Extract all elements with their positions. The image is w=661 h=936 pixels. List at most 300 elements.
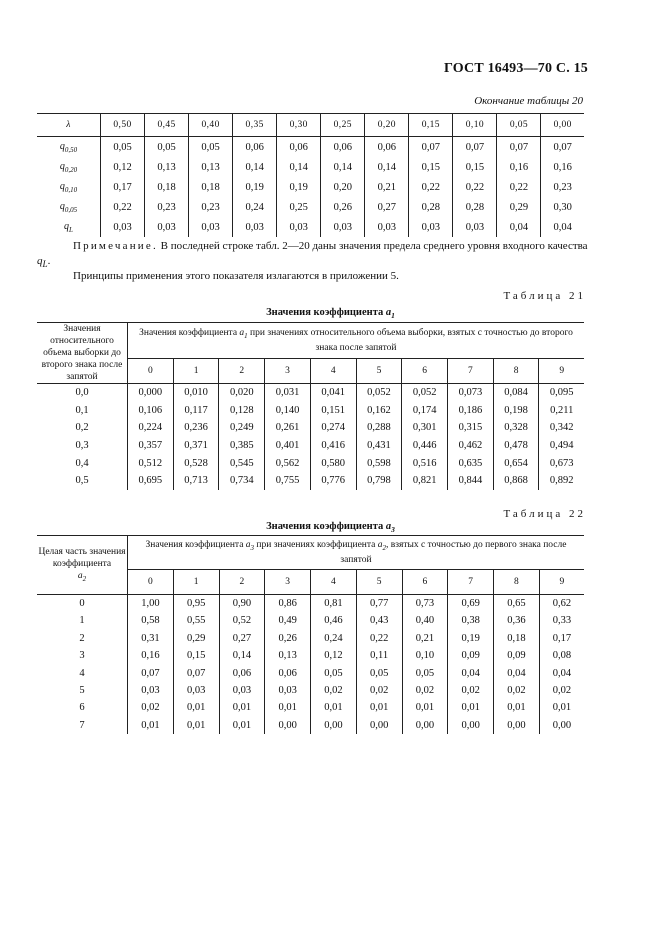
table-cell: 0,12 — [311, 647, 357, 664]
table-cell: 0,07 — [453, 137, 497, 158]
table-cell: 0,03 — [145, 217, 189, 237]
table-cell: 0,55 — [173, 612, 219, 629]
column-number: 9 — [539, 569, 584, 594]
table-cell: 0,02 — [311, 682, 357, 699]
table-cell: 0,22 — [409, 177, 453, 197]
table-note — [37, 239, 597, 272]
row-label: 3 — [37, 647, 128, 664]
principles-text: Принципы применения этого показателя излагаются в приложении 5. — [73, 270, 399, 282]
table-cell: 0,052 — [356, 384, 402, 402]
table-cell: 0,04 — [448, 664, 494, 681]
table-cell: 0,03 — [233, 217, 277, 237]
table-cell: 0,23 — [189, 197, 233, 217]
table-cell: 0,03 — [265, 682, 311, 699]
note-text: В последней строке табл. 2—20 даны значения предела среднего уровня входного качества — [157, 240, 588, 252]
table-cell: 0,274 — [310, 419, 356, 437]
lambda-value: 0,05 — [497, 114, 541, 137]
table-cell: 0,62 — [552, 598, 572, 610]
table-cell: 0,01 — [311, 699, 357, 716]
table-cell: 0,06 — [219, 664, 265, 681]
column-number: 5 — [356, 359, 402, 384]
table-cell: 0,224 — [128, 419, 174, 437]
row-label: 0,0 — [37, 384, 128, 402]
table-cell: 0,10 — [402, 647, 448, 664]
table-cell: 0,46 — [311, 612, 357, 629]
q-subscript: 0,05 — [64, 205, 78, 214]
table-cell: 0,19 — [233, 177, 277, 197]
row-label-q — [37, 157, 101, 177]
table-cell: 0,28 — [409, 197, 453, 217]
table-cell: 0,211 — [550, 404, 574, 416]
table-cell: 0,16 — [553, 161, 572, 173]
table-cell: 0,198 — [493, 402, 539, 420]
table-cell: 0,14 — [277, 157, 321, 177]
table-cell: 0,315 — [448, 419, 494, 437]
table-row — [37, 157, 584, 177]
table-cell: 0,18 — [494, 630, 540, 647]
table-row — [37, 402, 584, 420]
table-cell: 0,00 — [552, 719, 572, 731]
row-label-q — [37, 177, 101, 197]
column-number: 8 — [494, 569, 540, 594]
table-row — [37, 177, 584, 197]
table22-row-header — [37, 536, 128, 595]
table-cell: 0,23 — [145, 197, 189, 217]
table-cell: 0,01 — [173, 717, 219, 734]
lambda-value: 0,20 — [365, 114, 409, 137]
table-cell: 0,416 — [310, 437, 356, 455]
table-cell: 0,06 — [233, 137, 277, 158]
table22-title — [0, 521, 661, 534]
table-row — [37, 217, 584, 237]
table-cell: 0,07 — [497, 137, 541, 158]
table-cell: 0,516 — [402, 454, 448, 472]
table-cell: 0,02 — [448, 682, 494, 699]
table-cell: 0,52 — [219, 612, 265, 629]
q-subscript: 0,10 — [64, 185, 78, 194]
table22-span-sub1: 3 — [250, 543, 255, 552]
lambda-value: 0,15 — [409, 114, 453, 137]
table-cell: 0,446 — [402, 437, 448, 455]
table-cell: 0,03 — [219, 682, 265, 699]
table22-span-sub2: 2 — [382, 543, 386, 552]
table-cell: 0,43 — [356, 612, 402, 629]
table-cell: 0,04 — [494, 664, 540, 681]
table-cell: 0,261 — [265, 419, 311, 437]
table-cell: 0,19 — [277, 177, 321, 197]
table22-span-text-mid: при значениях коэффициента — [254, 540, 378, 550]
table-cell: 0,03 — [453, 217, 497, 237]
table-cell: 0,249 — [219, 419, 265, 437]
table-cell: 0,03 — [321, 217, 365, 237]
column-number: 9 — [539, 359, 584, 384]
table-cell: 0,22 — [356, 630, 402, 647]
table21-row-header: Значения относительного объема выборки до второго знака после запятой — [37, 323, 128, 384]
q-subscript: 0,50 — [64, 145, 78, 154]
table22-title-var: a — [385, 521, 392, 532]
table22-span-header — [128, 536, 585, 570]
table-cell: 0,01 — [494, 699, 540, 716]
table-cell: 0,357 — [128, 437, 174, 455]
table-cell: 0,00 — [494, 717, 540, 734]
table-cell: 0,07 — [553, 141, 572, 153]
table-cell: 0,28 — [453, 197, 497, 217]
row-label: 7 — [37, 717, 128, 734]
table-cell: 0,06 — [277, 137, 321, 158]
column-number: 1 — [173, 359, 219, 384]
table-cell: 0,478 — [493, 437, 539, 455]
column-number: 8 — [493, 359, 539, 384]
table-cell: 0,12 — [101, 157, 145, 177]
table-row — [37, 472, 584, 490]
table21-title-text: Значения коэффициента — [266, 307, 386, 318]
table-cell: 0,15 — [409, 157, 453, 177]
table-cell: 0,301 — [402, 419, 448, 437]
table-cell: 0,02 — [494, 682, 540, 699]
column-number: 2 — [219, 359, 265, 384]
table-cell: 0,776 — [310, 472, 356, 490]
table-cell: 0,26 — [265, 630, 311, 647]
q-symbol: q — [59, 140, 65, 152]
table-cell: 0,23 — [553, 181, 572, 193]
table21-title — [0, 307, 661, 320]
table-cell: 0,755 — [265, 472, 311, 490]
table-row — [37, 594, 584, 612]
table-cell: 0,01 — [356, 699, 402, 716]
q-subscript: L — [69, 225, 73, 234]
table-cell: 0,14 — [365, 157, 409, 177]
table-cell: 0,90 — [219, 594, 265, 612]
row-label: 0,5 — [37, 472, 128, 490]
table21-span-text: Значения коэффициента — [139, 328, 240, 339]
table-cell: 0,03 — [189, 217, 233, 237]
table-cell: 0,95 — [173, 594, 219, 612]
table-cell: 0,16 — [497, 157, 541, 177]
table-cell: 0,892 — [549, 475, 574, 487]
table-cell: 0,15 — [453, 157, 497, 177]
table-cell: 0,371 — [173, 437, 219, 455]
table-cell: 0,00 — [402, 717, 448, 734]
table-row — [37, 664, 584, 681]
table-cell: 0,673 — [549, 457, 574, 469]
table-cell: 0,05 — [145, 137, 189, 158]
q-symbol: q — [64, 220, 70, 232]
column-number: 4 — [311, 569, 357, 594]
table-cell: 0,06 — [321, 137, 365, 158]
table-cell: 0,17 — [101, 177, 145, 197]
table-cell: 0,528 — [173, 454, 219, 472]
table20-lambda-row — [37, 114, 584, 137]
table-cell: 0,342 — [549, 422, 574, 434]
column-number: 1 — [173, 569, 219, 594]
table-cell: 0,27 — [219, 630, 265, 647]
table-cell: 0,14 — [321, 157, 365, 177]
column-number: 0 — [128, 359, 174, 384]
table-cell: 0,01 — [448, 699, 494, 716]
table-cell: 0,13 — [145, 157, 189, 177]
table-cell: 0,21 — [365, 177, 409, 197]
table-row — [37, 682, 584, 699]
table22-title-text: Значения коэффициента — [266, 521, 386, 532]
table-cell: 0,00 — [311, 717, 357, 734]
table-21 — [37, 322, 584, 490]
column-number: 5 — [356, 569, 402, 594]
column-number: 3 — [265, 359, 311, 384]
table-cell: 0,08 — [552, 650, 572, 662]
note-text-end: . — [47, 255, 51, 267]
table-cell: 0,17 — [552, 632, 572, 644]
table-cell: 0,03 — [409, 217, 453, 237]
table-cell: 0,69 — [448, 594, 494, 612]
table-cell: 0,16 — [128, 647, 174, 664]
lambda-label: λ — [37, 114, 101, 137]
table21-span-header — [128, 323, 585, 359]
table-row — [37, 454, 584, 472]
table-cell: 0,01 — [552, 702, 572, 714]
row-label: 6 — [37, 699, 128, 716]
table-cell: 0,03 — [277, 217, 321, 237]
table-cell: 0,03 — [101, 217, 145, 237]
lambda-value: 0,40 — [189, 114, 233, 137]
table-cell: 0,598 — [356, 454, 402, 472]
table-cell: 0,29 — [497, 197, 541, 217]
table-cell: 0,545 — [219, 454, 265, 472]
table-cell: 0,26 — [321, 197, 365, 217]
table-cell: 0,86 — [265, 594, 311, 612]
table-cell: 0,00 — [448, 717, 494, 734]
table21-number: Таблица 21 — [503, 290, 586, 302]
table-cell: 0,49 — [265, 612, 311, 629]
table-cell: 0,40 — [402, 612, 448, 629]
table-cell: 0,020 — [219, 384, 265, 402]
table-row — [37, 630, 584, 647]
table22-row-header-var: a — [77, 570, 83, 581]
table-cell: 0,21 — [402, 630, 448, 647]
column-number: 7 — [448, 359, 494, 384]
q-symbol: q — [59, 180, 65, 192]
column-number: 2 — [219, 569, 265, 594]
lambda-value: 0,25 — [321, 114, 365, 137]
table-cell: 0,03 — [173, 682, 219, 699]
table-20 — [37, 113, 584, 237]
row-label-q — [37, 197, 101, 217]
table-cell: 0,385 — [219, 437, 265, 455]
table22-span-var1: a — [245, 540, 251, 550]
table-cell: 0,494 — [549, 440, 574, 452]
table-cell: 0,07 — [409, 137, 453, 158]
q-subscript: 0,20 — [64, 165, 78, 174]
note-q: q — [37, 255, 43, 267]
table21-span-var: a — [239, 328, 245, 339]
table21-title-sub: 1 — [391, 311, 395, 321]
row-label: 0,3 — [37, 437, 128, 455]
table-cell: 0,713 — [173, 472, 219, 490]
table-cell: 0,401 — [265, 437, 311, 455]
table-cell: 0,798 — [356, 472, 402, 490]
table-cell: 0,58 — [128, 612, 174, 629]
table-cell: 0,18 — [145, 177, 189, 197]
q-symbol: q — [59, 200, 65, 212]
row-label: 5 — [37, 682, 128, 699]
table-cell: 0,05 — [189, 137, 233, 158]
table-cell: 0,01 — [265, 699, 311, 716]
table-cell: 0,22 — [101, 197, 145, 217]
table-cell: 0,24 — [233, 197, 277, 217]
column-number: 3 — [265, 569, 311, 594]
table-cell: 0,27 — [365, 197, 409, 217]
table-cell: 0,31 — [128, 630, 174, 647]
table-cell: 0,041 — [310, 384, 356, 402]
table-cell: 0,25 — [277, 197, 321, 217]
table22-number: Таблица 22 — [503, 508, 586, 520]
table-row — [37, 699, 584, 716]
table-cell: 0,14 — [219, 647, 265, 664]
table-cell: 0,010 — [173, 384, 219, 402]
table21-span-sub: 1 — [244, 331, 248, 340]
table21-span-text-end: при значениях относительного объема выборки, взятых с точностью до второго знака после запятой — [247, 328, 573, 353]
table-cell: 0,09 — [448, 647, 494, 664]
table-cell: 0,04 — [497, 217, 541, 237]
column-number: 6 — [402, 569, 448, 594]
table-cell: 0,05 — [101, 137, 145, 158]
table-cell: 0,117 — [173, 402, 219, 420]
column-number: 7 — [448, 569, 494, 594]
lambda-value: 0,10 — [453, 114, 497, 137]
row-label-q — [37, 137, 101, 158]
table-cell: 0,844 — [448, 472, 494, 490]
row-label-q — [37, 217, 101, 237]
table-cell: 0,462 — [448, 437, 494, 455]
table-row — [37, 612, 584, 629]
row-label: 0,4 — [37, 454, 128, 472]
table-cell: 0,07 — [173, 664, 219, 681]
table-cell: 0,512 — [128, 454, 174, 472]
table-cell: 1,00 — [128, 594, 174, 612]
table-cell: 0,30 — [553, 201, 572, 213]
table-cell: 0,22 — [497, 177, 541, 197]
table-cell: 0,186 — [448, 402, 494, 420]
lambda-value: 0,30 — [277, 114, 321, 137]
table-cell: 0,562 — [265, 454, 311, 472]
row-label: 0,1 — [37, 402, 128, 420]
table-cell: 0,04 — [552, 667, 572, 679]
table-cell: 0,02 — [552, 685, 572, 697]
table-row — [37, 647, 584, 664]
table-cell: 0,13 — [189, 157, 233, 177]
table-cell: 0,073 — [448, 384, 494, 402]
table-cell: 0,140 — [265, 402, 311, 420]
table-cell: 0,65 — [494, 594, 540, 612]
table22-span-text-end: , взятых с точностью до первого знака после запятой — [340, 540, 567, 565]
table-cell: 0,03 — [128, 682, 174, 699]
table-cell: 0,654 — [493, 454, 539, 472]
table-cell: 0,01 — [173, 699, 219, 716]
table-row — [37, 384, 584, 402]
table-cell: 0,19 — [448, 630, 494, 647]
table-cell: 0,24 — [311, 630, 357, 647]
table-cell: 0,084 — [493, 384, 539, 402]
table21-header-row — [37, 323, 584, 359]
table-cell: 0,33 — [552, 615, 572, 627]
table-cell: 0,18 — [189, 177, 233, 197]
page-header: ГОСТ 16493—70 С. 15 — [444, 61, 588, 76]
column-number: 0 — [128, 569, 174, 594]
table-cell: 0,02 — [356, 682, 402, 699]
row-label: 2 — [37, 630, 128, 647]
table-cell: 0,29 — [173, 630, 219, 647]
table-cell: 0,38 — [448, 612, 494, 629]
table-cell: 0,734 — [219, 472, 265, 490]
table-cell: 0,174 — [402, 402, 448, 420]
table-cell: 0,73 — [402, 594, 448, 612]
table22-span-text: Значения коэффициента — [145, 540, 246, 550]
table-cell: 0,04 — [553, 221, 572, 233]
table-cell: 0,328 — [493, 419, 539, 437]
table-cell: 0,02 — [128, 699, 174, 716]
table-cell: 0,106 — [128, 402, 174, 420]
table-cell: 0,03 — [365, 217, 409, 237]
table-cell: 0,13 — [265, 647, 311, 664]
table-row — [37, 419, 584, 437]
note-q-sub: L — [42, 259, 48, 270]
table-row — [37, 197, 584, 217]
table-cell: 0,77 — [356, 594, 402, 612]
lambda-value: 0,35 — [233, 114, 277, 137]
table-cell: 0,236 — [173, 419, 219, 437]
table-cell: 0,052 — [402, 384, 448, 402]
column-number: 4 — [310, 359, 356, 384]
table-row — [37, 437, 584, 455]
table-row — [37, 137, 584, 158]
q-symbol: q — [59, 160, 65, 172]
table-cell: 0,635 — [448, 454, 494, 472]
table-cell: 0,821 — [402, 472, 448, 490]
table-cell: 0,02 — [402, 682, 448, 699]
table-cell: 0,128 — [219, 402, 265, 420]
table-cell: 0,11 — [356, 647, 402, 664]
table-cell: 0,05 — [311, 664, 357, 681]
table22-row-header-sub: 2 — [82, 574, 87, 583]
row-label: 0 — [37, 594, 128, 612]
table-cell: 0,431 — [356, 437, 402, 455]
table-cell: 0,01 — [128, 717, 174, 734]
table-cell: 0,095 — [549, 387, 574, 399]
table-cell: 0,06 — [265, 664, 311, 681]
table-cell: 0,05 — [356, 664, 402, 681]
table22-span-var2: a — [377, 540, 383, 550]
table-cell: 0,07 — [128, 664, 174, 681]
table-cell: 0,580 — [310, 454, 356, 472]
row-label: 4 — [37, 664, 128, 681]
table21-title-var: a — [385, 307, 392, 318]
column-number: 6 — [402, 359, 448, 384]
table-cell: 0,36 — [494, 612, 540, 629]
table-cell: 0,05 — [402, 664, 448, 681]
table-row — [37, 717, 584, 734]
table-cell: 0,01 — [402, 699, 448, 716]
lambda-value: 0,45 — [145, 114, 189, 137]
table-22 — [37, 535, 584, 734]
table-cell: 0,06 — [365, 137, 409, 158]
table22-title-sub: 3 — [391, 525, 395, 535]
table-cell: 0,868 — [493, 472, 539, 490]
note-label: Примечание. — [73, 240, 158, 252]
table-cell: 0,00 — [356, 717, 402, 734]
row-label: 0,2 — [37, 419, 128, 437]
table-cell: 0,695 — [128, 472, 174, 490]
table-cell: 0,14 — [233, 157, 277, 177]
table-cell: 0,20 — [321, 177, 365, 197]
